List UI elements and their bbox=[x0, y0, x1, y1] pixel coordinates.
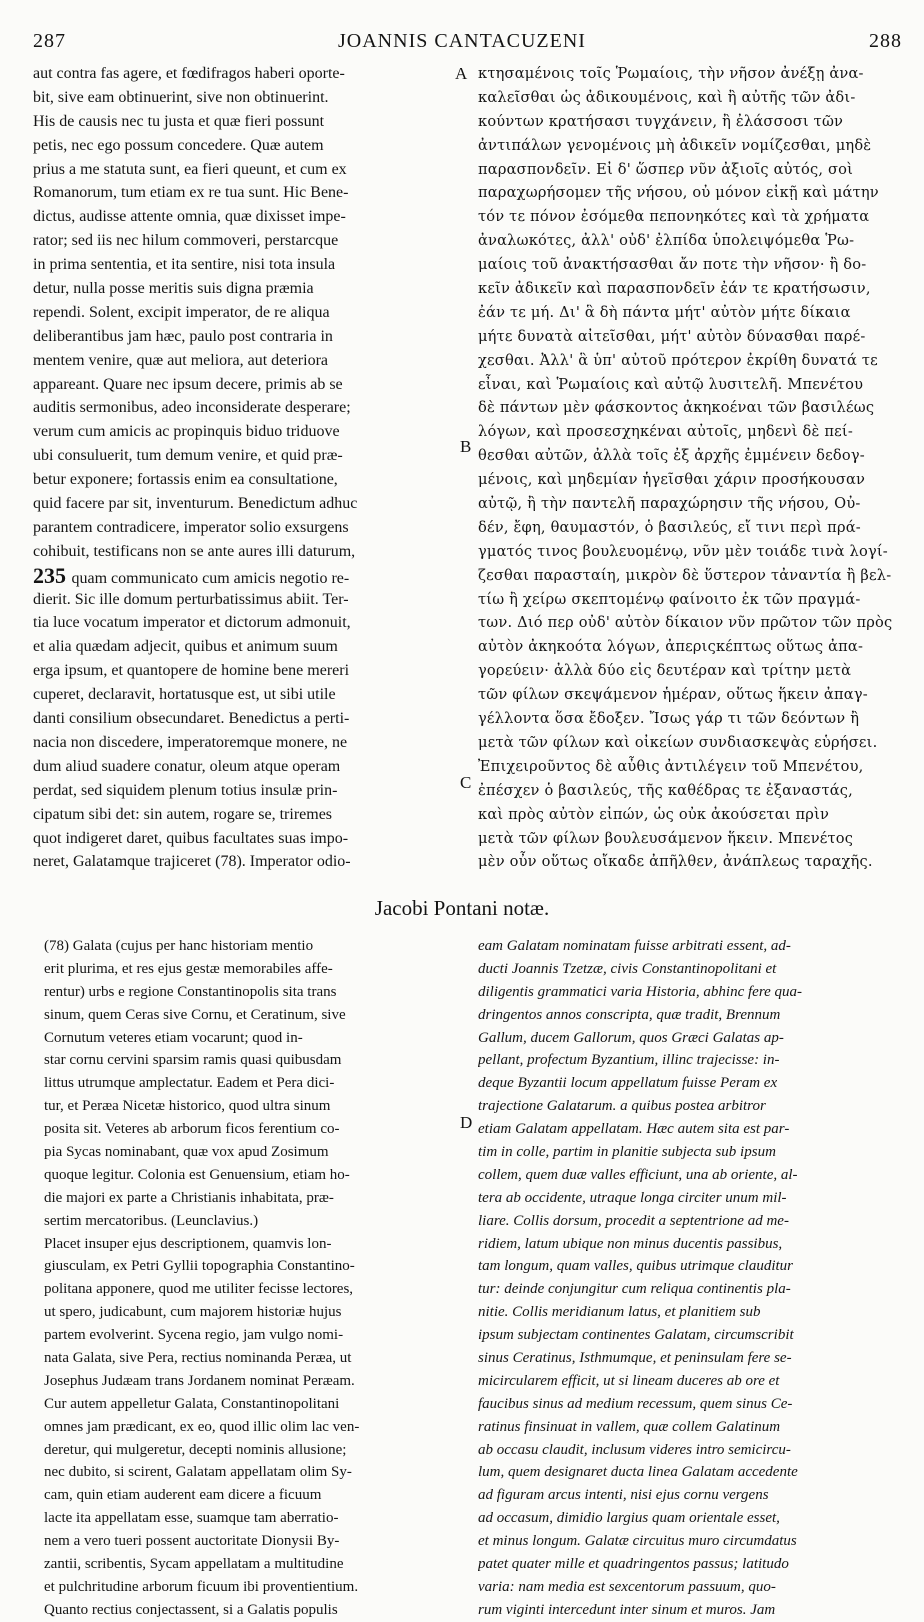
note-text-line: Placet insuper ejus descriptionem, quamvis lon- bbox=[44, 1235, 332, 1252]
greek-text-line: καλεῖσθαι ὡς ἀδικουμένοις, καὶ ἢ αὐτῆς τῶν ἀδι- bbox=[478, 88, 856, 106]
note-text-line: pia Sycas nominabant, quæ vox apud Zosimum bbox=[44, 1144, 329, 1161]
latin-text-line: neret, Galatamque trajiceret (78). Imperator odio- bbox=[33, 853, 351, 871]
greek-text-line: ἐπέσχεν ὁ βασιλεύς, τῆς καθέδρας τε ἐξαναστάς, bbox=[478, 781, 854, 799]
greek-text-line: μαίοις τοῦ ἀνακτήσασθαι ἄν ποτε τὴν νῆσον· ἢ δο- bbox=[478, 256, 867, 274]
note-text-line: pellant, profectum Byzantium, illinc trajecisse: in- bbox=[478, 1052, 780, 1069]
note-text-line: cam, quin etiam auderent eam dicere a ficuum bbox=[44, 1487, 322, 1504]
latin-text-line: dierit. Sic ille domum perturbatissimus abiit. Ter- bbox=[33, 590, 349, 608]
latin-text-line: erga ipsum, et quantopere de homine bene mereri bbox=[33, 662, 350, 680]
greek-text-line: μετὰ τῶν φίλων βουλευσάμενον ἥκειν. Μπενέτος bbox=[478, 829, 854, 847]
latin-text-line: appareant. Quare nec ipsum decere, primis ab se bbox=[33, 375, 343, 393]
note-text-line: deretur, qui mulgeretur, decepti nominis allusione; bbox=[44, 1441, 347, 1458]
note-text-line: ducti Joannis Tzetzæ, civis Constantinopolitani et bbox=[478, 960, 777, 977]
greek-text-line: θεσθαι αὐτῶν, ἀλλὰ τοῖς ἐξ ἀρχῆς ἐμμένειν δεδογ- bbox=[478, 447, 865, 465]
note-text-line: star cornu cervini sparsim ramis quasi quibusdam bbox=[44, 1052, 342, 1069]
greek-text-line: ἐάν τε μή. Δι' ἃ δὴ πάντα μήτ' αὐτὸν μήτε δίκαια bbox=[478, 303, 851, 321]
note-text-line: ab occasu claudit, inclusum videres intro semicircu- bbox=[478, 1441, 791, 1458]
notes-right-column bbox=[478, 935, 898, 1622]
note-text-line: tam longum, quam valles, quibus utrimque clauditur bbox=[478, 1258, 793, 1275]
latin-text-line: auditis sermonibus, adeo inconsiderate desperare; bbox=[33, 399, 351, 417]
greek-text-line: κούντων κρατήσασι τυγχάνειν, ἢ ἐλάσσοσι τῶν bbox=[478, 112, 844, 130]
latin-text-line: cuperet, declaravit, hortatusque est, ut sibi utile bbox=[33, 686, 336, 704]
note-text-line: (78) Galata (cujus per hanc historiam mentio bbox=[44, 938, 314, 954]
greek-text-line: δὲ πάντων μὲν φάσκοντος ἀκηκοέναι τῶν βασιλέως bbox=[478, 399, 875, 417]
note-text-line: et minus longum. Galatæ circuitus muro circumdatus bbox=[478, 1533, 797, 1550]
latin-text-line: cohibuit, testificans non se ante aures illi daturum, bbox=[33, 542, 356, 560]
note-text-line: politana apponere, quod me utiliter fecisse lectores, bbox=[44, 1281, 354, 1298]
note-text-line: tim in colle, partim in planitie subjecta sub ipsum bbox=[478, 1144, 776, 1161]
note-text-line: quoque legitur. Colonia est Genuensium, etiam ho- bbox=[44, 1166, 350, 1183]
note-text-line: nec dubito, si scirent, Galatam appellatam olim Sy- bbox=[44, 1464, 352, 1481]
greek-text-line: αὐτὸν ἀκηκοότα λόγων, ἀπεριςκέπτως οὕτως ἀπα- bbox=[478, 638, 864, 656]
latin-text-line: perdat, sed siquidem plenum totius insulæ prin- bbox=[33, 781, 338, 799]
note-text-line: liare. Collis dorsum, procedit a septentrione ad me- bbox=[478, 1212, 789, 1229]
latin-text-line: His de causis nec tu justa et quæ fieri possunt bbox=[33, 112, 325, 130]
note-text-line: zantii, scribentis, Sycam appellatam a multitudine bbox=[44, 1556, 344, 1573]
margin-marker-a: A bbox=[455, 64, 468, 83]
note-text-line: ipsum subjectam continentes Galatam, circumscribit bbox=[478, 1327, 794, 1344]
note-text-line: patet quater mille et quadringentos passus; latitudo bbox=[478, 1556, 789, 1573]
latin-text-line: tia luce vocatum imperator et dictorum admonuit, bbox=[33, 614, 351, 632]
greek-text-line: λόγων, καὶ προσεσχηκέναι αὐτοῖς, μηδενὶ δὲ πεί- bbox=[478, 423, 853, 441]
greek-text-line: ζεσθαι παρασταίη, μικρὸν δὲ ὕστερον τἀναντία ἢ βελ- bbox=[478, 566, 892, 584]
greek-text-line: γορεύειν· ἀλλὰ δύο εἰς δευτέραν καὶ τρίτην μετὰ bbox=[478, 662, 852, 680]
greek-text-line: εἶναι, καὶ Ῥωμαίοις καὶ αὐτῷ λυσιτελῆ. Μπενέτου bbox=[478, 375, 864, 393]
latin-text-line: et alia quædam adjecit, quibus et animum suum bbox=[33, 638, 338, 656]
latin-text-line-content: quam communicato cum amicis negotio re- bbox=[71, 569, 350, 587]
note-text-line: tur: deinde conjungitur cum reliqua continentis pla- bbox=[478, 1281, 791, 1298]
note-text-line: sertim mercatoribus. (Leunclavius.) bbox=[44, 1212, 259, 1229]
greek-text-line: τίω ἢ χείρω σκεπτομένῳ φαίνοιτο ἐκ τῶν πραγμά- bbox=[478, 590, 861, 608]
latin-text-line: rependi. Solent, excipit imperator, de re aliqua bbox=[33, 303, 330, 321]
greek-text-column bbox=[478, 62, 898, 874]
note-text-line: et pulchritudine arborum ficuum ibi proventientium. bbox=[44, 1578, 359, 1595]
latin-text-line: quid facere par sit, inventurum. Benedictum adhuc bbox=[33, 495, 358, 513]
note-text-line: ridiem, latum ubique non minus ducentis passibus, bbox=[478, 1235, 783, 1252]
running-title: JOANNIS CANTACUZENI bbox=[338, 30, 586, 52]
note-text-line: collem, quem duæ valles efficiunt, una ab oriente, al- bbox=[478, 1166, 798, 1183]
latin-text-line: dictus, audisse attente omnia, quæ dixisset impe- bbox=[33, 208, 346, 226]
note-text-line: sinum, quem Ceras sive Cornu, et Ceratinum, sive bbox=[44, 1006, 346, 1023]
latin-text-line: detur, nulla posse meritis suis digna præmia bbox=[33, 280, 314, 298]
greek-text-line: τόν τε πόνον ἐσόμεθα πεπονηκότες καὶ τὰ χρήματα bbox=[478, 208, 870, 226]
note-text-line: partem evolverint. Sycena regio, jam vulgo nomi- bbox=[44, 1327, 344, 1344]
note-text-line: Cornutum veteres etiam vocarunt; quod in- bbox=[44, 1029, 303, 1046]
latin-text-line: Romanorum, tum etiam ex re tua sunt. Hic Bene- bbox=[33, 184, 349, 202]
note-text-line: Quanto rectius conjectassent, si a Galatis populis bbox=[44, 1601, 338, 1618]
latin-text-line: quot indigeret daret, quibus facultates suas impo- bbox=[33, 829, 349, 847]
margin-marker-b: B bbox=[460, 437, 472, 456]
note-text-line: sinus Ceratinus, Isthmumque, et peninsulam fere se- bbox=[478, 1350, 792, 1367]
note-text-line: ut spero, judicabunt, cum majorem historiæ hujus bbox=[44, 1304, 342, 1321]
latin-text-line: mentem venire, quæ aut meliora, aut deteriora bbox=[33, 351, 328, 369]
latin-text-line: cipatum sibi det: sin autem, rogare se, triremes bbox=[33, 805, 333, 823]
note-text-line: ad figuram arcus intenti, nisi ejus cornu vergens bbox=[478, 1487, 769, 1504]
latin-text-line: betur exponere; fortassis enim ea consultatione, bbox=[33, 471, 338, 489]
notes-heading: Jacobi Pontani notæ. bbox=[374, 896, 550, 920]
note-text-line: Josephus Judæam trans Jordanem nominat Peræam. bbox=[44, 1372, 355, 1389]
greek-text-line: κτησαμένοις τοῖς Ῥωμαίοις, τὴν νῆσον ἀνέξῃ ἀνα- bbox=[478, 65, 864, 82]
latin-text-line: in prima sententia, et ita sentire, nisi tota insula bbox=[33, 256, 336, 274]
latin-text-line: petis, nec ego possum concedere. Quæ autem bbox=[33, 136, 324, 154]
note-text-line: ad occasum, dimidio largius quam orientale esset, bbox=[478, 1510, 780, 1527]
latin-text-line: aut contra fas agere, et fœdifragos haberi oporte- bbox=[33, 65, 345, 82]
greek-text-line: γέλλοντα ὅσα ἔδοξεν. Ἴσως γάρ τι τῶν δεόντων ἢ bbox=[478, 710, 860, 728]
note-text-line: etiam Galatam appellatam. Hæc autem sita est par- bbox=[478, 1121, 790, 1138]
note-text-line: rum viginti intercedunt inter sinum et muros. Jam bbox=[478, 1601, 776, 1618]
note-text-line: trajectione Galatarum. a quibus postea arbitror bbox=[478, 1098, 766, 1115]
note-text-line: lum, quem designaret ducta linea Galatam accedente bbox=[478, 1464, 798, 1481]
note-text-line: nata Galata, sive Pera, rectius nominanda Peræa, ut bbox=[44, 1350, 352, 1367]
latin-text-line: bit, sive eam obtinuerint, sive non obtinuerint. bbox=[33, 88, 329, 106]
note-text-line: faucibus sinus ad medium recessum, quem sinus Ce- bbox=[478, 1395, 793, 1412]
note-text-line: ratinus finsinuat in vallem, quæ collem Galatinum bbox=[478, 1418, 781, 1435]
latin-text-line: danti consilium obsecundaret. Benedictus a perti- bbox=[33, 710, 350, 728]
note-text-line: erit plurima, et res ejus gestæ memorabiles affe- bbox=[44, 960, 333, 977]
margin-marker-d: D bbox=[460, 1113, 473, 1132]
greek-text-line: μήτε δυνατὰ αἰτεῖσθαι, μήτ' αὐτὸν δύνασθαι παρέ- bbox=[478, 327, 866, 345]
note-text-line: giusculam, ex Petri Gyllii topographia Constantino- bbox=[44, 1258, 355, 1275]
note-text-line: Gallum, ducem Gallorum, quos Græci Galatas ap- bbox=[478, 1029, 784, 1046]
note-text-line: omnes jam prædicant, ex eo, quod illic olim lac ven- bbox=[44, 1418, 360, 1435]
greek-text-line: των. Διό περ οὐδ' αὐτὸν δίκαιον νῦν πρῶτον τῶν πρὸς bbox=[478, 614, 893, 632]
latin-text-line: verum cum amicis ac propinquis biduo triduove bbox=[33, 423, 340, 441]
latin-text-line: rator; sed iis nec hilum commoveri, perstarcque bbox=[33, 232, 339, 250]
latin-text-line: deliberantibus jam hæc, paulo post contraria in bbox=[33, 327, 333, 345]
note-text-line: posita sit. Veteres ab arborum ficos ferentium co- bbox=[44, 1121, 340, 1138]
greek-text-line: τῶν φίλων σκεψάμενον ἡμέραν, οὕτως ἥκειν ἀπαγ- bbox=[478, 686, 868, 704]
note-text-line: Cur autem appelletur Galata, Constantinopolitani bbox=[44, 1395, 340, 1412]
greek-text-line: ἀναλωκότες, ἀλλ' οὐδ' ἐλπίδα ὑπολειψόμεθα Ῥω- bbox=[478, 232, 855, 250]
notes-left-column bbox=[44, 935, 464, 1622]
margin-marker-c: C bbox=[460, 773, 472, 792]
note-text-line: rentur) urbs e regione Constantinopolis sita trans bbox=[44, 983, 337, 1000]
greek-text-line: μένοις, καὶ μηδεμίαν ἡγεῖσθαι χάριν προσήκουσαν bbox=[478, 471, 866, 489]
note-text-line: varia: nam media est sexcentorum passuum, quo- bbox=[478, 1578, 776, 1595]
note-text-line: lacte ita appellatam esse, suamque tam aberratio- bbox=[44, 1510, 339, 1527]
note-text-line: eam Galatam nominatam fuisse arbitrati essent, ad- bbox=[478, 938, 791, 954]
greek-text-line: ἀντιπάλων γενομένοις μὴ ἀδικεῖν νομίζεσθαι, μηδὲ bbox=[478, 136, 872, 154]
note-text-line: dringentos annos conscripta, quæ tradit, Brennum bbox=[478, 1006, 781, 1023]
greek-text-line: αὐτῷ, ἢ τὴν παντελῆ παραχώρησιν τῆς νήσου, Οὐ- bbox=[478, 495, 861, 513]
note-text-line: deque Byzantii locum appellatum fuisse Peram ex bbox=[478, 1075, 778, 1092]
latin-text-line: ubi consuluerit, tum demum venire, et quid præ- bbox=[33, 447, 343, 465]
note-text-line: littus utrumque amplectatur. Eadem et Pera dici- bbox=[44, 1075, 335, 1092]
greek-text-line: κεῖν ἀδικεῖν καὶ παρασπονδεῖν ἐάν τε κρατήσωσιν, bbox=[478, 280, 871, 298]
note-text-line: micircularem efficit, ut si lineam duceres ab ore et bbox=[478, 1372, 780, 1389]
page-number-left: 287 bbox=[33, 30, 66, 52]
greek-text-line: παραχωρήσομεν τῆς νήσου, οὐ μόνον εἰκῇ καὶ μάτην bbox=[478, 184, 879, 202]
greek-text-line: καὶ πρὸς αὐτὸν εἰπών, ὡς οὐκ ἀκούσεται πρὶν bbox=[478, 805, 830, 823]
page-number-right: 288 bbox=[869, 30, 902, 52]
latin-text-line bbox=[33, 564, 451, 588]
note-text-line: nem a vero tueri possent auctoritate Dionysii By- bbox=[44, 1533, 340, 1550]
note-text-line: tur, et Peræa Nicetæ historico, quod ultra sinum bbox=[44, 1098, 331, 1115]
greek-text-line: παρασπονδεῖν. Εἰ δ' ὥσπερ νῦν ἀξιοῖς αὐτός, σοὶ bbox=[478, 160, 854, 178]
note-text-line: tera ab occidente, utraque longa circiter unum mil- bbox=[478, 1189, 787, 1206]
latin-text-line: nacia non discedere, imperatoremque monere, ne bbox=[33, 733, 348, 751]
latin-text-line: dum aliud suadere conatur, oleum atque operam bbox=[33, 757, 341, 775]
latin-text-line: prius a me statuta sunt, ea fieri queunt, et cum ex bbox=[33, 160, 347, 178]
greek-text-line: μὲν οὖν οὕτως οἴκαδε ἀπῆλθεν, ἀνάπλεως ταραχῆς. bbox=[478, 853, 873, 871]
note-text-line: nitie. Collis meridianum latus, et planitiem sub bbox=[478, 1304, 761, 1321]
latin-text-line: parantem contradicere, imperator solio exsurgens bbox=[33, 518, 349, 536]
greek-text-line: δέν, ἔφη, θαυμαστόν, ὁ βασιλεύς, εἴ τινι περὶ πρά- bbox=[478, 518, 861, 536]
note-text-line: diligentis grammatici varia Historia, abhinc fere qua- bbox=[478, 983, 803, 1000]
margin-page-number: 235 bbox=[33, 563, 72, 588]
greek-text-line: Ἐπιχειροῦντος δὲ αὖθις ἀντιλέγειν τοῦ Μπενέτου, bbox=[478, 757, 864, 775]
latin-text-column bbox=[33, 62, 451, 874]
note-text-line: die majori ex parte a Christianis inhabitata, præ- bbox=[44, 1189, 334, 1206]
greek-text-line: χεσθαι. Ἀλλ' ἃ ὑπ' αὐτοῦ πρότερον ἐκρίθη δυνατά τε bbox=[478, 351, 878, 369]
greek-text-line: γματός τινος βουλευομένῳ, νῦν μὲν τοιάδε τινὰ λογί- bbox=[478, 542, 888, 560]
greek-text-line: μετὰ τῶν φίλων καὶ οἰκείων συνδιασκεψὰς εὑρήσει. bbox=[478, 733, 878, 751]
